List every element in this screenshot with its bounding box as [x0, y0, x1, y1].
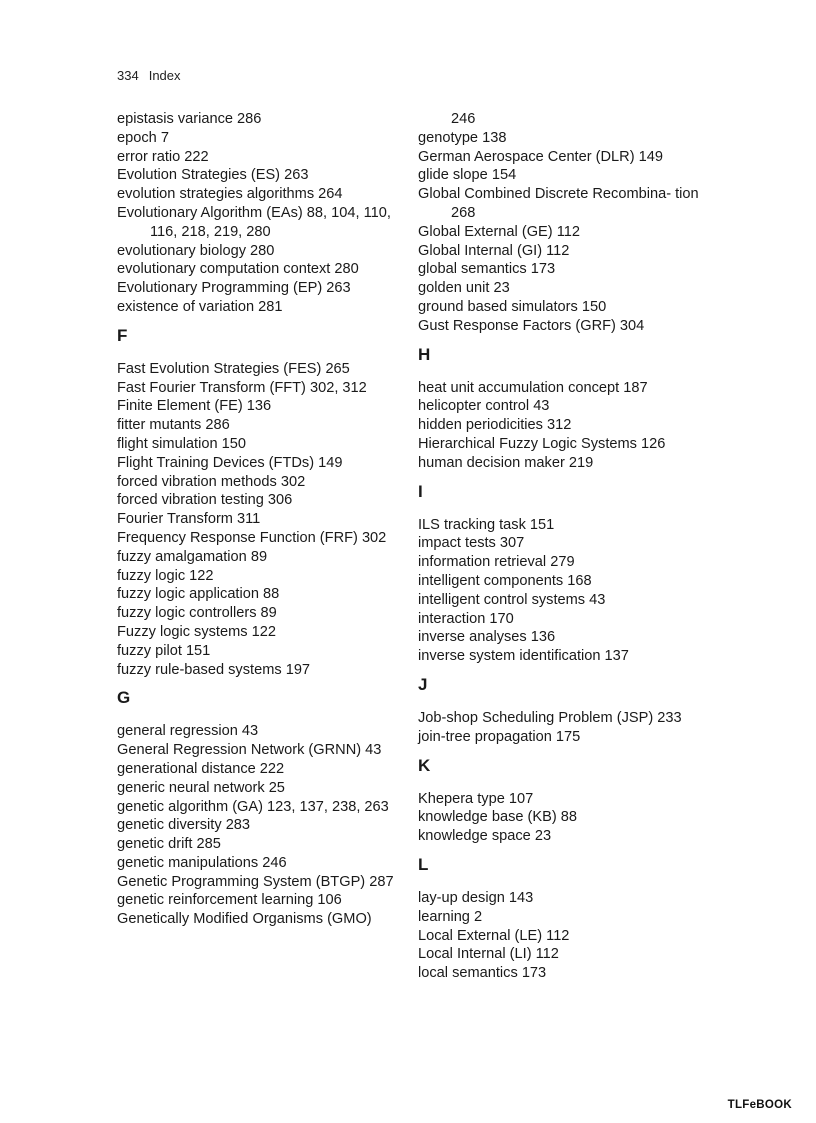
index-entry: Khepera type 107	[418, 790, 534, 807]
index-group-i	[418, 516, 703, 666]
index-column-left	[117, 110, 399, 929]
letter-heading-g: G	[117, 688, 131, 708]
index-entry: Fast Fourier Transform (FFT) 302, 312	[117, 379, 367, 396]
index-entry: Evolutionary Programming (EP) 263	[117, 280, 351, 297]
letter-heading-k: K	[418, 755, 431, 775]
index-entry: genetic drift 285	[117, 836, 221, 853]
index-entry: generational distance 222	[117, 760, 285, 777]
index-entry: Global Internal (GI) 112	[418, 242, 570, 259]
index-entry: knowledge space 23	[418, 828, 552, 845]
index-entry: Genetic Programming System (BTGP) 287	[117, 873, 394, 890]
index-group-g	[117, 722, 399, 929]
index-entry: fitter mutants 286	[117, 417, 230, 434]
index-group-h	[418, 379, 703, 473]
index-entry: fuzzy logic controllers 89	[117, 605, 277, 622]
index-entry: Fourier Transform 311	[117, 511, 261, 528]
index-entry: genetic reinforcement learning 106	[117, 892, 342, 909]
index-entry: ILS tracking task 151	[418, 516, 555, 533]
index-entry: learning 2	[418, 908, 483, 925]
index-entry: lay-up design 143	[418, 889, 534, 906]
index-group-j	[418, 709, 703, 747]
index-entry: heat unit accumulation concept 187	[418, 379, 648, 396]
index-entry: join-tree propagation 175	[418, 728, 581, 745]
index-entry: generic neural network 25	[117, 779, 285, 796]
running-head	[117, 68, 181, 83]
footer-watermark: TLFeBOOK	[727, 1099, 792, 1111]
index-entry: existence of variation 281	[117, 298, 283, 315]
index-entry: Fast Evolution Strategies (FES) 265	[117, 360, 350, 377]
index-entry: genotype 138	[418, 129, 507, 146]
index-entry: Global Combined Discrete Recombina- tion 268	[418, 186, 699, 221]
index-entry: fuzzy amalgamation 89	[117, 548, 268, 565]
page-number: 334	[117, 68, 139, 83]
index-entry: forced vibration methods 302	[117, 473, 306, 490]
index-entry: fuzzy logic application 88	[117, 586, 280, 603]
index-entry: evolutionary computation context 280	[117, 261, 359, 278]
index-entry: evolutionary biology 280	[117, 242, 275, 259]
index-entry: fuzzy logic 122	[117, 567, 214, 584]
index-group-l	[418, 889, 703, 983]
index-entry: glide slope 154	[418, 167, 517, 184]
index-entry: information retrieval 279	[418, 554, 575, 571]
index-entry: intelligent control systems 43	[418, 591, 606, 608]
index-group-k	[418, 790, 703, 846]
index-entry: interaction 170	[418, 610, 514, 627]
index-entry: human decision maker 219	[418, 454, 594, 471]
index-entry: Job-shop Scheduling Problem (JSP) 233	[418, 709, 682, 726]
index-entry: impact tests 307	[418, 535, 525, 552]
index-entry: Fuzzy logic systems 122	[117, 623, 276, 640]
letter-heading-f: F	[117, 325, 128, 345]
index-column-right	[418, 110, 703, 983]
index-group-f	[117, 360, 399, 680]
index-entry: epistasis variance 286	[117, 111, 262, 127]
index-entry: ground based simulators 150	[418, 298, 607, 315]
index-entry: Gust Response Factors (GRF) 304	[418, 317, 645, 334]
index-entry: genetic diversity 283	[117, 817, 251, 834]
index-entry: Flight Training Devices (FTDs) 149	[117, 454, 343, 471]
index-entry: global semantics 173	[418, 261, 556, 278]
index-group-e	[117, 110, 399, 317]
index-entry: fuzzy rule-based systems 197	[117, 661, 311, 678]
letter-heading-l: L	[418, 854, 429, 874]
index-entry: evolution strategies algorithms 264	[117, 186, 343, 203]
letter-heading-i: I	[418, 481, 423, 501]
index-entry: 246	[451, 111, 476, 127]
index-entry: inverse system identification 137	[418, 648, 629, 665]
index-entry: inverse analyses 136	[418, 629, 556, 646]
index-entry: German Aerospace Center (DLR) 149	[418, 148, 663, 165]
letter-heading-j: J	[418, 674, 428, 694]
index-entry: Local Internal (LI) 112	[418, 946, 559, 963]
index-entry: intelligent components 168	[418, 572, 592, 589]
index-entry: Evolution Strategies (ES) 263	[117, 167, 309, 184]
index-entry: Global External (GE) 112	[418, 223, 580, 240]
index-group-g-continued	[418, 110, 703, 336]
index-entry: forced vibration testing 306	[117, 492, 293, 509]
index-entry: helicopter control 43	[418, 398, 550, 415]
index-entry: general regression 43	[117, 723, 259, 740]
index-entry: golden unit 23	[418, 280, 510, 297]
index-entry: genetic manipulations 246	[117, 854, 287, 871]
index-entry: error ratio 222	[117, 148, 209, 165]
index-entry: Hierarchical Fuzzy Logic Systems 126	[418, 435, 666, 452]
index-entry: hidden periodicities 312	[418, 417, 572, 434]
index-entry: Local External (LE) 112	[418, 927, 570, 944]
index-entry: Evolutionary Algorithm (EAs) 88, 104, 110, 116, 218, 219, 280	[117, 204, 391, 240]
letter-heading-h: H	[418, 344, 431, 364]
index-entry: flight simulation 150	[117, 435, 246, 452]
index-entry: epoch 7	[117, 129, 169, 146]
index-entry: Frequency Response Function (FRF) 302	[117, 529, 387, 546]
section-title: Index	[148, 68, 181, 83]
index-entry: Genetically Modified Organisms (GMO)	[117, 911, 372, 928]
index-entry: local semantics 173	[418, 965, 547, 982]
index-entry: genetic algorithm (GA) 123, 137, 238, 263	[117, 798, 389, 815]
index-entry: Finite Element (FE) 136	[117, 398, 272, 415]
index-entry: General Regression Network (GRNN) 43	[117, 742, 382, 759]
index-entry: knowledge base (KB) 88	[418, 809, 578, 826]
index-entry: fuzzy pilot 151	[117, 642, 211, 659]
